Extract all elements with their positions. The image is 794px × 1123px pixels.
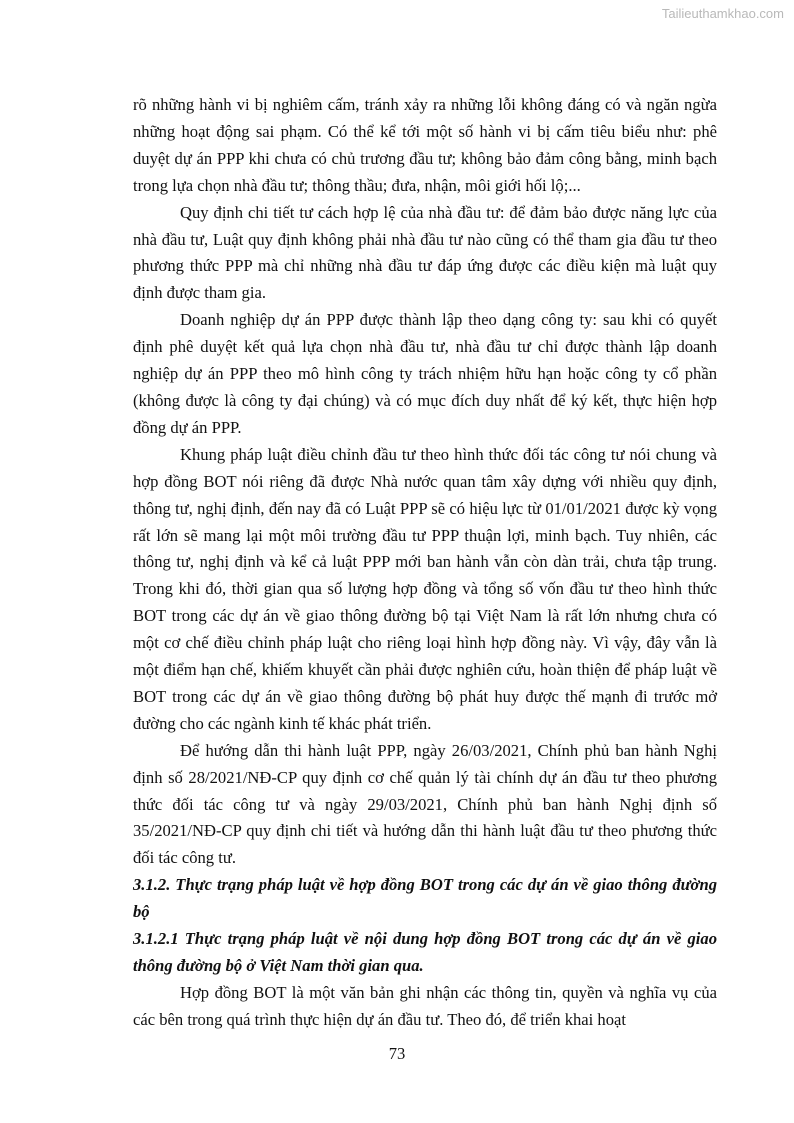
subsection-heading: 3.1.2.1 Thực trạng pháp luật về nội dung hợp đồng BOT trong các dự án về giao thông đường bộ ở Việt Nam thời gian qua. (133, 929, 717, 975)
paragraph-2: Quy định chi tiết tư cách hợp lệ của nhà đầu tư: để đảm bảo được năng lực của nhà đầu tư, Luật quy định không phải nhà đầu tư nào cũng có thể tham gia đầu tư theo phương thức PPP mà chỉ những nhà đầu tư đáp ứng được các điều kiện mà luật quy định được tham gia. (133, 202, 717, 303)
document-body (133, 92, 717, 1034)
paragraph-3: Doanh nghiệp dự án PPP được thành lập theo dạng công ty: sau khi có quyết định phê duyệt kết quả lựa chọn nhà đầu tư, nhà đầu tư chỉ được thành lập doanh nghiệp dự án PPP theo mô hình công ty trách nhiệm hữu hạn hoặc công ty cổ phần (không được là công ty đại chúng) và có mục đích duy nhất để ký kết, thực hiện hợp đồng dự án PPP. (133, 310, 717, 437)
paragraph-1: rõ những hành vi bị nghiêm cấm, tránh xảy ra những lỗi không đáng có và ngăn ngừa những hoạt động sai phạm. Có thể kể tới một số hành vi bị cấm tiêu biểu như: phê duyệt dự án PPP khi chưa có chủ trương đầu tư; không bảo đảm công bằng, minh bạch trong lựa chọn nhà đầu tư; thông thầu; đưa, nhận, môi giới hối lộ;... (133, 95, 717, 195)
paragraph-4: Khung pháp luật điều chỉnh đầu tư theo hình thức đối tác công tư nói chung và hợp đồng BOT nói riêng đã được Nhà nước quan tâm xây dựng với nhiều quy định, thông tư, nghị định, đến nay đã có Luật PPP sẽ có hiệu lực từ 01/01/2021 được kỳ vọng rất lớn sẽ mang lại một môi trường đầu tư PPP thuận lợi, minh bạch. Tuy nhiên, các thông tư, nghị định và kể cả luật PPP mới ban hành vẫn còn dàn trải, chưa tập trung. Trong khi đó, thời gian qua số lượng hợp đồng và tổng số vốn đầu tư theo hình thức BOT trong các dự án về giao thông đường bộ tại Việt Nam là rất lớn nhưng chưa có một cơ chế điều chỉnh pháp luật cho riêng loại hình hợp đồng này. Vì vậy, đây vẫn là một điểm hạn chế, khiếm khuyết cần phải được nghiên cứu, hoàn thiện để pháp luật về BOT trong các dự án về giao thông đường bộ phát huy được thế mạnh đi trước mở đường cho các ngành kinh tế khác phát triển. (133, 444, 717, 733)
page-number: 73 (388, 1044, 406, 1063)
watermark: Tailieuthamkhao.com (661, 6, 784, 21)
paragraph-6: Hợp đồng BOT là một văn bản ghi nhận các thông tin, quyền và nghĩa vụ của các bên trong quá trình thực hiện dự án đầu tư. Theo đó, để triển khai hoạt (133, 982, 717, 1029)
section-heading: 3.1.2. Thực trạng pháp luật về hợp đồng BOT trong các dự án về giao thông đường bộ (133, 875, 717, 922)
paragraph-5: Để hướng dẫn thi hành luật PPP, ngày 26/03/2021, Chính phủ ban hành Nghị định số 28/2021/NĐ-CP quy định cơ chế quản lý tài chính dự án đầu tư theo phương thức đối tác công tư và ngày 29/03/2021, Chính phủ ban hành Nghị định số 35/2021/NĐ-CP quy định chi tiết và hướng dẫn thi hành luật đầu tư theo phương thức đối tác công tư. (133, 740, 717, 868)
